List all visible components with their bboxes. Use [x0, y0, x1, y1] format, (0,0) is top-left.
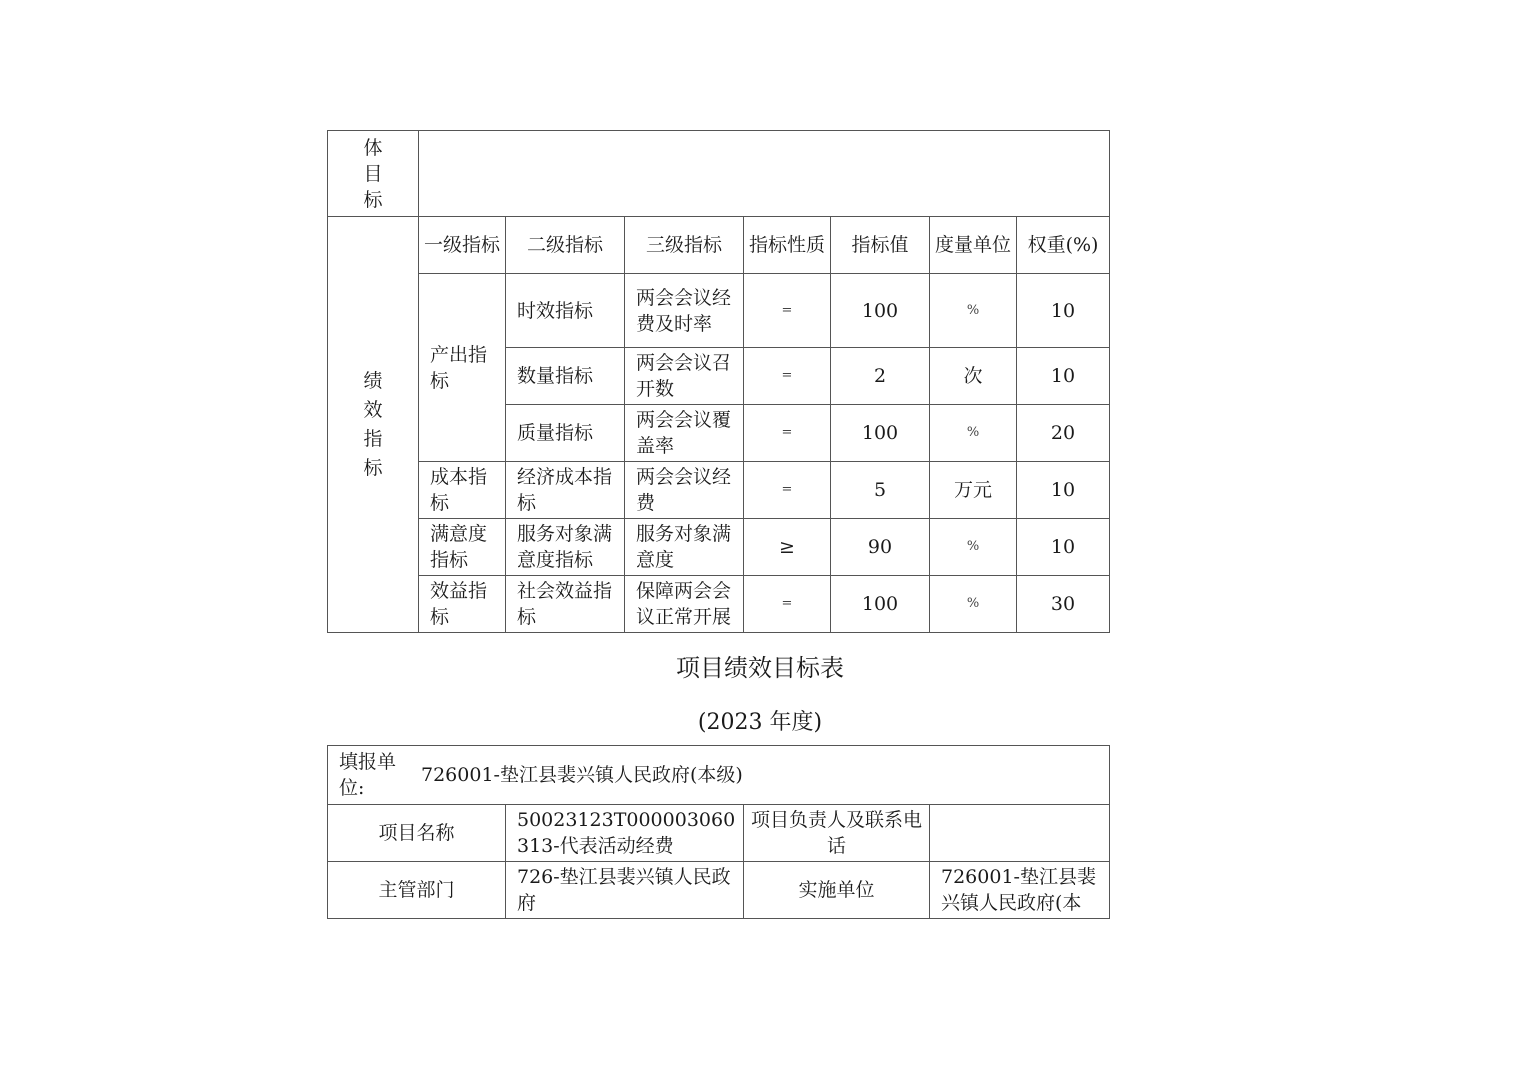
lvl3-cell: 两会会议召开数 [625, 348, 744, 405]
unit-cell: % [930, 576, 1017, 633]
unit-cell: 万元 [930, 462, 1017, 519]
nature-cell: ≥ [744, 519, 831, 576]
nature-cell: = [744, 405, 831, 462]
nature-cell: = [744, 274, 831, 348]
table-row [328, 274, 1110, 348]
unit-cell: % [930, 405, 1017, 462]
table-row [328, 462, 1110, 519]
value-cell: 100 [831, 576, 930, 633]
reporting-unit-label: 填报单位: [339, 751, 397, 799]
table-row [328, 519, 1110, 576]
goal-label: 体目标 [363, 136, 383, 211]
header-lvl2: 二级指标 [506, 217, 625, 274]
project-name-value: 50023123T000003060313-代表活动经费 [506, 805, 744, 862]
lvl1-cell: 成本指标 [419, 462, 506, 519]
nature-cell: = [744, 462, 831, 519]
lvl2-cell: 经济成本指标 [506, 462, 625, 519]
performance-table [327, 130, 1110, 633]
project-leader-label: 项目负责人及联系电话 [744, 805, 930, 862]
value-cell: 100 [831, 274, 930, 348]
lvl1-cell: 效益指标 [419, 576, 506, 633]
document-year: (2023 年度) [697, 710, 823, 735]
header-weight: 权重(%) [1017, 217, 1110, 274]
lvl1-cell: 产出指标 [419, 274, 506, 462]
value-cell: 5 [831, 462, 930, 519]
supervising-dept-label: 主管部门 [328, 862, 506, 919]
value-cell: 2 [831, 348, 930, 405]
lvl2-cell: 社会效益指标 [506, 576, 625, 633]
weight-cell: 20 [1017, 405, 1110, 462]
lvl2-cell: 质量指标 [506, 405, 625, 462]
lvl2-cell: 时效指标 [506, 274, 625, 348]
weight-cell: 10 [1017, 274, 1110, 348]
implementing-unit-label: 实施单位 [744, 862, 930, 919]
nature-cell: = [744, 576, 831, 633]
header-lvl3: 三级指标 [625, 217, 744, 274]
reporting-unit-value: 726001-垫江县裴兴镇人民政府(本级) [421, 764, 743, 786]
table-row [328, 576, 1110, 633]
unit-cell: % [930, 274, 1017, 348]
weight-cell: 10 [1017, 519, 1110, 576]
unit-cell: 次 [930, 348, 1017, 405]
document-title: 项目绩效目标表 [676, 654, 844, 682]
header-value: 指标值 [831, 217, 930, 274]
lvl3-cell: 两会会议覆盖率 [625, 405, 744, 462]
lvl2-cell: 服务对象满意度指标 [506, 519, 625, 576]
unit-cell: % [930, 519, 1017, 576]
lvl3-cell: 两会会议经费及时率 [625, 274, 744, 348]
lvl3-cell: 服务对象满意度 [625, 519, 744, 576]
lvl2-cell: 数量指标 [506, 348, 625, 405]
perf-label: 绩效指标 [363, 369, 383, 479]
lvl1-cell: 满意度指标 [419, 519, 506, 576]
weight-cell: 10 [1017, 462, 1110, 519]
nature-cell: = [744, 348, 831, 405]
value-cell: 100 [831, 405, 930, 462]
header-nature: 指标性质 [744, 217, 831, 274]
goal-label-cell [328, 131, 419, 217]
project-leader-value [930, 805, 1110, 862]
project-info-table [327, 745, 1110, 919]
project-name-label: 项目名称 [328, 805, 506, 862]
value-cell: 90 [831, 519, 930, 576]
weight-cell: 10 [1017, 348, 1110, 405]
supervising-dept-value: 726-垫江县裴兴镇人民政府 [506, 862, 744, 919]
lvl3-cell: 两会会议经费 [625, 462, 744, 519]
header-unit: 度量单位 [930, 217, 1017, 274]
lvl3-cell: 保障两会会议正常开展 [625, 576, 744, 633]
implementing-unit-value: 726001-垫江县裴兴镇人民政府(本 [930, 862, 1110, 919]
perf-label-cell [328, 217, 419, 633]
goal-content-cell [419, 131, 1110, 217]
reporting-unit-cell [328, 746, 1110, 805]
weight-cell: 30 [1017, 576, 1110, 633]
header-lvl1: 一级指标 [419, 217, 506, 274]
